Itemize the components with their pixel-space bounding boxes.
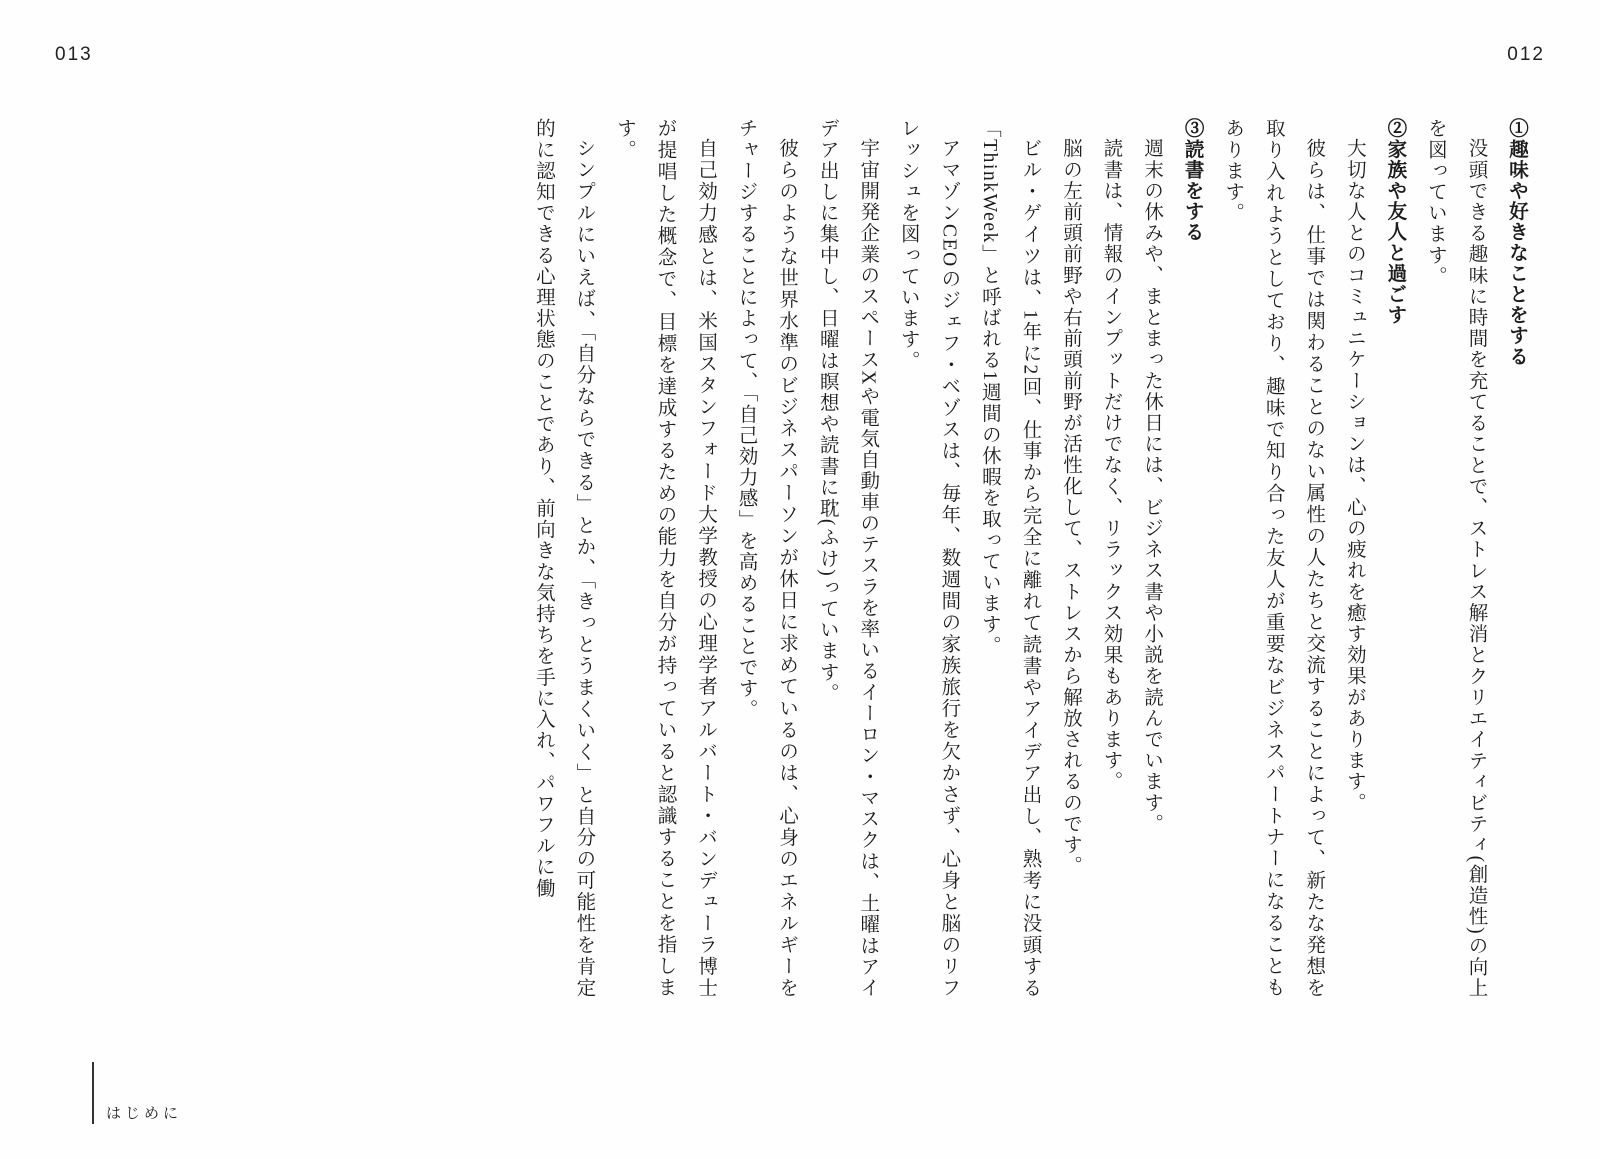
heading-reading: ③読書をする xyxy=(1181,118,1203,243)
paragraph-8: アマゾンCEOのジェフ・ベゾスは、毎年、数週間の家族旅行を欠かさず、心身と脳のリフレッシュを図っています。 xyxy=(897,118,960,998)
folio-right: 012 xyxy=(1507,44,1545,65)
vertical-body-text xyxy=(92,118,1536,998)
paragraph-2: 大切な人とのコミュニケーションは、心の疲れを癒す効果があります。 xyxy=(1343,137,1365,813)
heading-family: ②家族や友人と過ごす xyxy=(1384,118,1406,325)
paragraph-3: 彼らは、仕事では関わることのない属性の人たちと交流することによって、新たな発想を取り入れようとしており、趣味で知り合った友人が重要なビジネスパートナーになることもあります。 xyxy=(1222,118,1325,998)
paragraph-1: 没頭できる趣味に時間を充てることで、ストレス解消とクリエイティビティ(創造性)の向上を図っています。 xyxy=(1424,118,1487,998)
paragraph-9: 宇宙開発企業のスペースXや電気自動車のテスラを率いるイーロン・マスクは、土曜はアイデア出しに集中し、日曜は瞑想や読書に耽(ふけ)っています。 xyxy=(816,118,879,998)
paragraph-12: シンプルにいえば、「自分ならできる」とか、「きっとうまくいく」と自分の可能性を肯定的に認知できる心理状態のことであり、前向きな気持ちを手に入れ、パワフルに働 xyxy=(532,118,595,998)
paragraph-4: 週末の休みや、まとまった休日には、ビジネス書や小説を読んでいます。 xyxy=(1141,137,1163,834)
paragraph-10: 彼らのような世界水準のビジネスパーソンが休日に求めているのは、心身のエネルギーをチャージすることによって、「自己効力感」を高めることです。 xyxy=(735,118,798,998)
paragraph-7: ビル・ゲイツは、1年に2回、仕事から完全に離れて読書やアイデア出し、熟考に没頭する「ThinkWeek」と呼ばれる1週間の休暇を取っています。 xyxy=(978,118,1041,998)
running-foot: はじめに xyxy=(92,1062,182,1124)
paragraph-11: 自己効力感とは、米国スタンフォード大学教授の心理学者アルバート・バンデューラ博士が提唱した概念で、目標を達成するための能力を自分が持っていると認識することを指します。 xyxy=(613,118,717,998)
heading-hobby: ①趣味や好きなことをする xyxy=(1506,118,1527,367)
folio-left: 013 xyxy=(55,44,93,65)
paragraph-5: 読書は、情報のインプットだけでなく、リラックス効果もあります。 xyxy=(1100,137,1122,792)
paragraph-6: 脳の左前頭前野や右前頭前野が活性化して、ストレスから解放されるのです。 xyxy=(1059,137,1081,876)
